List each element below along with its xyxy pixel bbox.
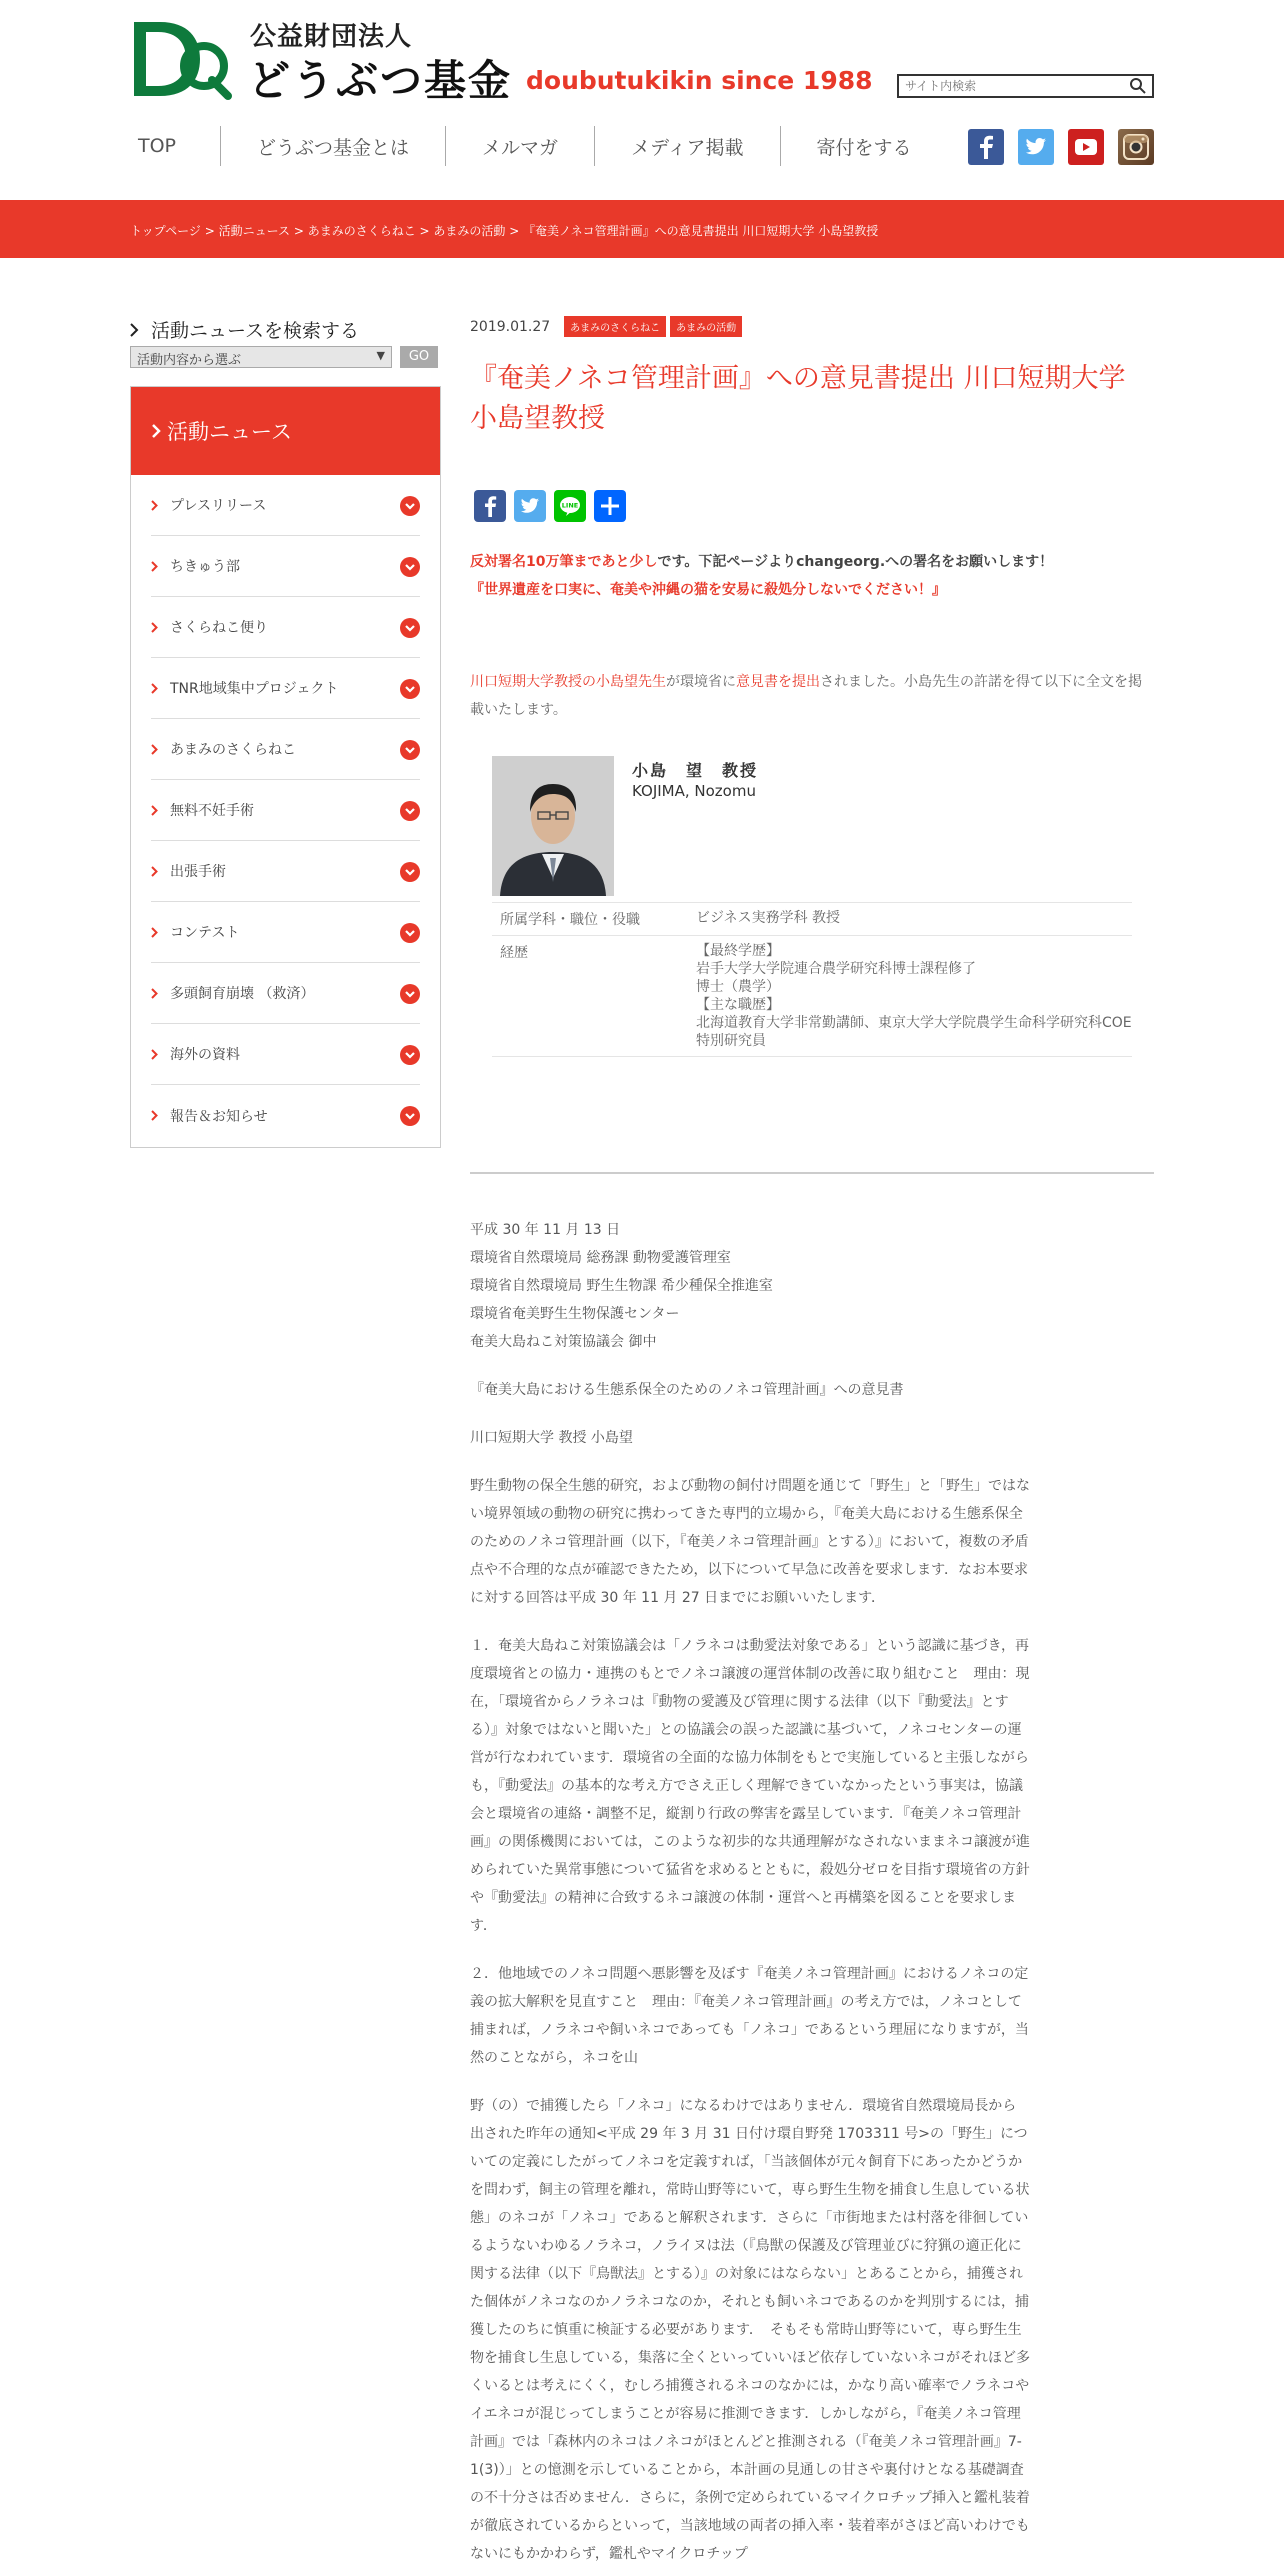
sidebar-item[interactable] [151,841,420,902]
activity-news-title: 活動ニュース [167,420,292,444]
chevron-down-icon[interactable] [400,679,420,699]
facebook-icon[interactable] [968,129,1004,165]
share-facebook-icon[interactable] [474,490,506,522]
chevron-right-icon [151,500,158,511]
letter-header-line: 環境省奄美野生生物保護センター [470,1306,680,1322]
letter-header-line: 環境省自然環境局 総務課 動物愛護管理室 [470,1250,731,1266]
sidebar-item[interactable] [151,780,420,841]
sidebar-item[interactable] [151,963,420,1024]
site-header [0,0,1284,200]
instagram-icon[interactable] [1118,129,1154,165]
nav-media[interactable]: メディア掲載 [594,126,779,166]
letter-header [470,1216,1030,1356]
profile-row [492,935,1132,1057]
profile-value-line: ビジネス実務学科 教授 [696,910,841,926]
letter-subject: 『奄美大島における生態系保全のためのノネコ管理計画』への意見書 [470,1382,904,1398]
chevron-right-icon [151,744,158,755]
chevron-down-icon[interactable] [400,740,420,760]
professor-name: 小島 望 教授 [632,761,759,780]
letter-paragraph: ２．他地域でのノネコ問題へ悪影響を及ぼす『奄美ノネコ管理計画』におけるノネコの定義の拡大解釈を見直すこと 理由：『奄美ノネコ管理計画』の考え方では，ノネコとして捕まれば，ノラネコや飼いネコであっても「ノネコ」であるという理屈になりますが，当然のことながら，ネコを山 [470,1966,1029,2066]
petition-highlight[interactable]: 反対署名10万筆まであと少し [470,554,658,570]
search-icon[interactable] [1128,77,1148,95]
article-tag[interactable]: あまみのさくらねこ [564,316,666,337]
sidebar-item[interactable] [151,597,420,658]
chevron-right-icon [151,988,158,999]
chevron-down-icon[interactable] [400,923,420,943]
letter-paragraph: 野生動物の保全生態的研究，および動物の飼付け問題を通じて「野生」と「野生」ではない境界領域の動物の研究に携わってきた専門的立場から，『奄美大島における生態系保全のためのノネコ管理計画（以下，『奄美ノネコ管理計画』とする）』において，複数の矛盾点や不合理的な点が確認できたため，以下について早急に改善を要求します．なお本要求に対する回答は平成 30 年 11 月 27 日までにお願いいたします． [470,1478,1030,1606]
share-buttons [474,490,626,522]
letter-header-line: 奄美大島ねこ対策協議会 御中 [470,1334,657,1350]
petition-text: です。下記ページよりchangeorg.への署名をお願いします！ [657,554,1054,570]
main-nav [130,126,948,166]
letter-paragraph: 野（の）で捕獲したら「ノネコ」になるわけではありません．環境省自然環境局長から出された昨年の通知<平成 29 年 3 月 31 日付け環自野発 1703311 号>の「野生」についての定義にしたがってノネコを定義すれば，「当該個体が元々飼育下にあったかどうかを問わず，飼主の管理を離れ，常時山野等にいて，専ら野生生物を捕食し生息している状態」のネコが「ノネコ」であると解釈されます．さらに「市街地または村落を徘徊しているようないわゆるノラネコ，ノライヌは法（『鳥獣の保護及び管理並びに狩猟の適正化に関する法律（以下『鳥獣法』とする）』の対象にはならない」とあることから，捕獲された個体がノネコなのかノラネコなのか，それとも飼いネコであるのかを判別するには，捕獲したのちに慎重に検証する必要があります． そもそも常時山野等にいて，専ら野生生物を捕食し生息している，集落に全くといっていいほど依存していないネコがそれほど多くいるとは考えにくく，むしろ捕獲されるネコのなかには，かなり高い確率でノラネコやイエネコが混じってしまうことが容易に推測できます．しかしながら，『奄美ノネコ管理計画』では「森林内のネコはノネコがほとんどと推測される（『奄美ノネコ管理計画』7-1(3)）」との憶測を示していることから，本計画の見通しの甘さや裏付けとなる基礎調査の不十分さは否めません．さらに，条例で定められているマイクロチップ挿入と鑑札装着が徹底されているからといって，当該地域の両者の挿入率・装着率がさほど高いわけでもないにもかかわらず，鑑札やマイクロチップ [470,2098,1030,2562]
chevron-down-icon[interactable] [400,496,420,516]
sidebar-item[interactable] [151,719,420,780]
activity-news-menu [130,386,441,1148]
sidebar-search-title [130,316,359,343]
chevron-down-icon[interactable] [400,1106,420,1126]
chevron-down-icon[interactable] [400,1045,420,1065]
category-select[interactable] [130,346,392,368]
nav-top[interactable]: TOP [138,135,177,157]
logo-subtitle: 公益財団法人 [250,22,413,52]
chevron-down-icon[interactable] [400,984,420,1004]
chevron-down-icon[interactable] [400,618,420,638]
share-plus-icon[interactable] [594,490,626,522]
professor-photo [492,756,614,896]
site-search-input[interactable] [905,77,1115,95]
chevron-right-icon [151,866,158,877]
professor-link[interactable]: 川口短期大学教授の小島望先生 [470,674,666,690]
opinion-letter [470,1216,1030,2568]
sidebar-item-label: 多頭飼育崩壊 （救済） [170,986,315,1002]
profile-value [696,942,1132,1050]
sidebar-item[interactable] [151,536,420,597]
sidebar-item-label: プレスリリース [170,498,267,514]
petition-link[interactable]: 『世界遺産を口実に、奄美や沖縄の猫を安易に殺処分しないでください！』 [470,582,946,598]
profile-value-line: 博士（農学） [696,979,780,995]
nav-about[interactable]: どうぶつ基金とは [220,126,445,166]
petition-notice [470,548,1053,604]
letter-header-line: 環境省自然環境局 野生生物課 希少種保全推進室 [470,1278,773,1294]
site-search [897,74,1154,98]
profile-key: 経歴 [500,945,528,961]
share-line-icon[interactable] [554,490,586,522]
sidebar-item-label: さくらねこ便り [170,620,268,636]
nav-donate[interactable]: 寄付をする [780,126,948,166]
breadcrumb-band [0,200,1284,258]
chevron-right-icon [151,683,158,694]
profile-row [492,902,1132,935]
chevron-right-icon [151,561,158,572]
sidebar-item[interactable] [151,475,420,536]
chevron-right-icon [151,927,158,938]
profile-value-line: 岩手大学大学院連合農学研究科博士課程修了 [696,961,976,977]
category-select-value: 活動内容から選ぶ [137,353,242,368]
sidebar-item-label: TNR地域集中プロジェクト [170,681,339,697]
article [470,316,1154,2562]
twitter-icon[interactable] [1018,129,1054,165]
intro-text: が環境省に [666,674,736,690]
professor-info-table [492,902,1132,1057]
svg-text:LINE: LINE [561,501,579,510]
profile-value [696,909,1132,929]
sidebar-item[interactable] [151,1085,420,1146]
activity-news-list [131,475,440,1146]
chevron-down-icon[interactable] [400,557,420,577]
chevron-right-icon [151,805,158,816]
profile-value-line: 【最終学歴】 [696,943,780,959]
chevron-down-icon[interactable] [400,801,420,821]
logo-english: doubutukikin since 1988 [526,66,873,95]
letter-header-line: 平成 30 年 11 月 13 日 [470,1222,621,1238]
chevron-right-icon [151,423,161,439]
article-date: 2019.01.27 [470,318,551,335]
sidebar-item-label: ちきゅう部 [170,559,240,575]
sidebar-item-label: 海外の資料 [170,1047,240,1063]
share-twitter-icon[interactable] [514,490,546,522]
sidebar-search-title-text: 活動ニュースを検索する [151,320,360,342]
letter-paragraph: １．奄美大島ねこ対策協議会は「ノラネコは動愛法対象である」という認識に基づき，再度環境省との協力・連携のもとでノネコ譲渡の運営体制の改善に取り組むこと 理由：現在，「環境省からノラネコは『動物の愛護及び管理に関する法律（以下『動愛法』とする）』対象ではないと聞いた」との協議会の誤った認識に基づいて，ノネコセンターの運営が行なわれています．環境省の全面的な協力体制をもとで実施していると主張しながらも，『動愛法』の基本的な考え方でさえ正しく理解できていなかったという事実は，協議会と環境省の連絡・調整不足，縦割り行政の弊害を露呈しています．『奄美ノネコ管理計画』の関係機関においては，このような初歩的な共通理解がなされないままネコ譲渡が進められていた異常事態について猛省を求めるとともに，殺処分ゼロを目指す環境省の方針や『動愛法』の精神に合致するネコ譲渡の体制・運営へと再構築を図ることを要求します． [470,1638,1030,1934]
logo-title[interactable]: どうぶつ基金 [248,56,513,105]
profile-key: 所属学科・職位・役職 [500,912,640,928]
sidebar-item-label: 報告＆お知らせ [170,1108,268,1125]
article-intro [470,668,1154,724]
go-button[interactable]: GO [400,346,438,368]
activity-news-header[interactable] [131,387,440,475]
letter-author: 川口短期大学 教授 小島望 [470,1430,633,1446]
chevron-right-icon [151,622,158,633]
profile-value-line: 北海道教育大学非常勤講師、東京大学大学院農学生命科学研究科COE特別研究員 [696,1015,1132,1049]
intro-text: されました。小島先生の許諾を得て以下に全文を掲載いたします。 [470,674,1142,718]
doubutukikin-logo-icon[interactable] [130,18,235,100]
chevron-right-icon [130,323,139,337]
opinion-link[interactable]: 意見書を提出 [736,674,820,690]
chevron-down-icon: ▼ [376,349,385,362]
article-tag[interactable]: あまみの活動 [670,316,742,337]
article-title: 『奄美ノネコ管理計画』への意見書提出 川口短期大学 小島望教授 [470,363,1126,434]
chevron-right-icon [151,1049,158,1060]
chevron-right-icon [151,1110,158,1121]
youtube-icon[interactable] [1068,129,1104,165]
content-divider [470,1172,1154,1174]
chevron-down-icon[interactable] [400,862,420,882]
professor-name-en: KOJIMA, Nozomu [632,782,756,800]
sidebar-item[interactable] [151,1024,420,1085]
nav-mailmag[interactable]: メルマガ [445,126,594,166]
article-meta [470,316,1154,337]
sidebar-item-label: 無料不妊手術 [170,803,254,819]
sidebar-item-label: コンテスト [170,925,240,941]
sidebar-item-label: あまみのさくらねこ [170,742,296,758]
breadcrumb[interactable]: トップページ > 活動ニュース > あまみのさくらねこ > あまみの活動 > 『奄美ノネコ管理計画』への意見書提出 川口短期大学 小島望教授 [130,224,879,238]
sidebar-item[interactable] [151,658,420,719]
sidebar-item[interactable] [151,902,420,963]
petition-line [470,548,1053,576]
sidebar-item-label: 出張手術 [170,864,226,880]
profile-value-line: 【主な職歴】 [696,997,780,1013]
